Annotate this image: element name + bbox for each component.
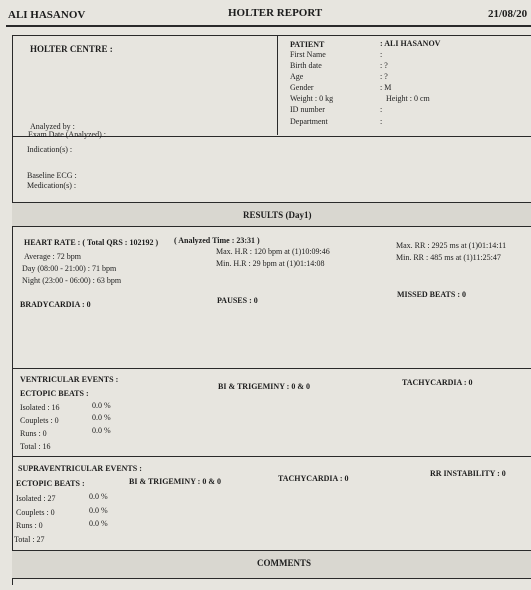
indications-label: Indication(s) : [27,145,73,154]
header-patient-name: ALI HASANOV [8,9,86,21]
supraventricular-couplets-pct: 0.0 % [89,506,108,515]
comments-band-top [12,550,531,551]
department-label: Department [290,117,328,126]
ventricular-top-rule [12,368,531,369]
supraventricular-bi-trigeminy: BI & TRIGEMINY : 0 & 0 [129,477,222,486]
min-rr: Min. RR : 485 ms at (1)11:25:47 [396,253,501,262]
report-title: HOLTER REPORT [228,7,323,19]
ventricular-couplets: Couplets : 0 [20,416,59,425]
birth-date-value: : ? [380,61,388,70]
birth-date-label: Birth date [290,61,322,70]
gender-value: : M [380,83,392,92]
supraventricular-isolated: Isolated : 27 [16,494,56,503]
ventricular-couplets-pct: 0.0 % [92,413,111,422]
supraventricular-ectopic-title: ECTOPIC BEATS : [16,479,85,488]
id-number-value: : [380,105,383,114]
hr-day: Day (08:00 - 21:00) : 71 bpm [22,264,117,273]
supraventricular-couplets: Couplets : 0 [16,508,55,517]
ventricular-ectopic-title: ECTOPIC BEATS : [20,389,89,398]
hr-average: Average : 72 bpm [24,252,81,261]
supraventricular-total: Total : 27 [14,535,45,544]
supraventricular-tachycardia: TACHYCARDIA : 0 [278,474,349,483]
bradycardia: BRADYCARDIA : 0 [20,300,91,309]
supraventricular-runs-pct: 0.0 % [89,519,108,528]
ventricular-title: VENTRICULAR EVENTS : [20,375,119,384]
weight-label: Weight : 0 kg [290,94,334,103]
comments-title: COMMENTS [257,558,311,568]
medications-label: Medication(s) : [27,181,77,190]
comments-band-bottom [12,578,531,579]
ventricular-bi-trigeminy: BI & TRIGEMINY : 0 & 0 [218,382,311,391]
supraventricular-isolated-pct: 0.0 % [89,492,108,501]
rr-instability: RR INSTABILITY : 0 [430,469,506,478]
ventricular-runs: Runs : 0 [20,429,47,438]
report-date: 21/08/20 [488,8,528,20]
height-label: Height : 0 cm [386,94,430,103]
hr-night: Night (23:00 - 06:00) : 63 bpm [22,276,122,285]
supraventricular-runs: Runs : 0 [16,521,43,530]
patient-name-value: : ALI HASANOV [380,39,441,48]
gender-label: Gender [290,83,314,92]
max-rr: Max. RR : 2925 ms at (1)01:14:11 [396,241,507,250]
holter-centre-title: HOLTER CENTRE : [30,44,113,54]
left-border [12,35,13,585]
max-hr: Max. H.R : 120 bpm at (1)10:09:46 [216,247,330,256]
missed-beats: MISSED BEATS : 0 [397,290,466,299]
top-box-top [12,35,531,36]
ventricular-isolated: Isolated : 16 [20,403,60,412]
exam-date: Exam Date (Analyzed) : [28,130,106,139]
supraventricular-title: SUPRAVENTRICULAR EVENTS : [18,464,142,473]
patient-title: PATIENT [290,40,325,49]
heart-rate-title: HEART RATE : ( Total QRS : 102192 ) [24,238,159,247]
min-hr: Min. H.R : 29 bpm at (1)01:14:08 [216,259,325,268]
results-title: RESULTS (Day1) [243,210,312,220]
supraventricular-top-rule [12,456,531,457]
department-value: : [380,117,383,126]
age-label: Age [290,72,304,81]
ventricular-total: Total : 16 [20,442,51,451]
ventricular-isolated-pct: 0.0 % [92,401,111,410]
results-band-bottom [12,226,531,227]
results-band-top [12,202,531,203]
pauses: PAUSES : 0 [217,296,258,305]
header-rule [6,25,531,27]
first-name-label: First Name [290,50,326,59]
first-name-value: : [380,50,383,59]
baseline-ecg-label: Baseline ECG : [27,171,77,180]
ventricular-tachycardia: TACHYCARDIA : 0 [402,378,473,387]
centre-patient-divider [277,35,278,135]
id-number-label: ID number [290,105,325,114]
analyzed-time: ( Analyzed Time : 23:31 ) [174,236,260,245]
age-value: : ? [380,72,388,81]
analyzed-by: Analyzed by : [30,122,75,131]
ventricular-runs-pct: 0.0 % [92,426,111,435]
